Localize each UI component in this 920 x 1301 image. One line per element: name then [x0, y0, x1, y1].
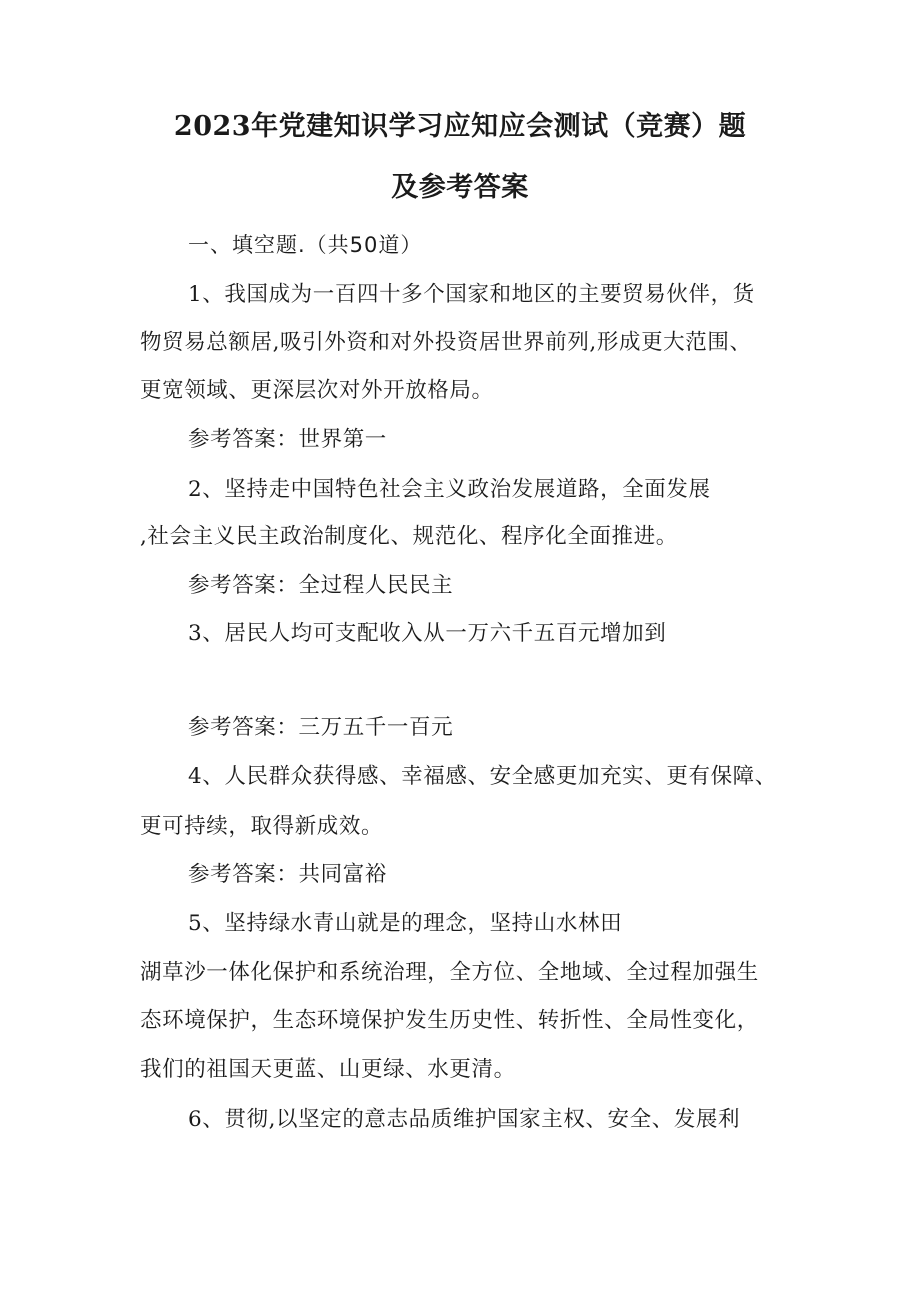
- document-title-line-2: 及参考答案: [391, 172, 529, 203]
- answer-2: 参考答案：全过程人民民主: [188, 573, 454, 598]
- answer-1: 参考答案：世界第一: [188, 427, 387, 452]
- answer-4: 参考答案：共同富裕: [188, 862, 387, 887]
- question-1-line-1: 1、我国成为一百四十多个国家和地区的主要贸易伙伴，货: [188, 282, 755, 307]
- question-4-line-1: 4、人民群众获得感、幸福感、安全感更加充实、更有保障、: [188, 764, 777, 789]
- question-2-line-1: 2、坚持走中国特色社会主义政治发展道路，全面发展: [188, 477, 711, 502]
- question-4-line-2: 更可持续，取得新成效。: [140, 814, 384, 839]
- question-5-line-3: 态环境保护，生态环境保护发生历史性、转折性、全局性变化，: [140, 1008, 759, 1033]
- question-3-line-1: 3、居民人均可支配收入从一万六千五百元增加到: [188, 621, 667, 646]
- question-6-line-1: 6、贯彻,以坚定的意志品质维护国家主权、安全、发展利: [188, 1107, 741, 1132]
- question-2-line-2: ,社会主义民主政治制度化、规范化、程序化全面推进。: [140, 524, 678, 549]
- question-1-line-2: 物贸易总额居,吸引外资和对外投资居世界前列,形成更大范围、: [140, 330, 752, 355]
- question-1-line-3: 更宽领域、更深层次对外开放格局。: [140, 378, 494, 403]
- section-heading: 一、填空题.（共50道）: [188, 233, 423, 257]
- answer-3: 参考答案：三万五千一百元: [188, 715, 454, 740]
- document-title-line-1: 2023年党建知识学习应知应会测试（竞赛）题: [173, 111, 747, 142]
- question-5-line-4: 我们的祖国天更蓝、山更绿、水更清。: [140, 1057, 516, 1082]
- question-5-line-2: 湖草沙一体化保护和系统治理，全方位、全地域、全过程加强生: [140, 960, 759, 985]
- question-5-line-1: 5、坚持绿水青山就是的理念，坚持山水林田: [188, 911, 623, 936]
